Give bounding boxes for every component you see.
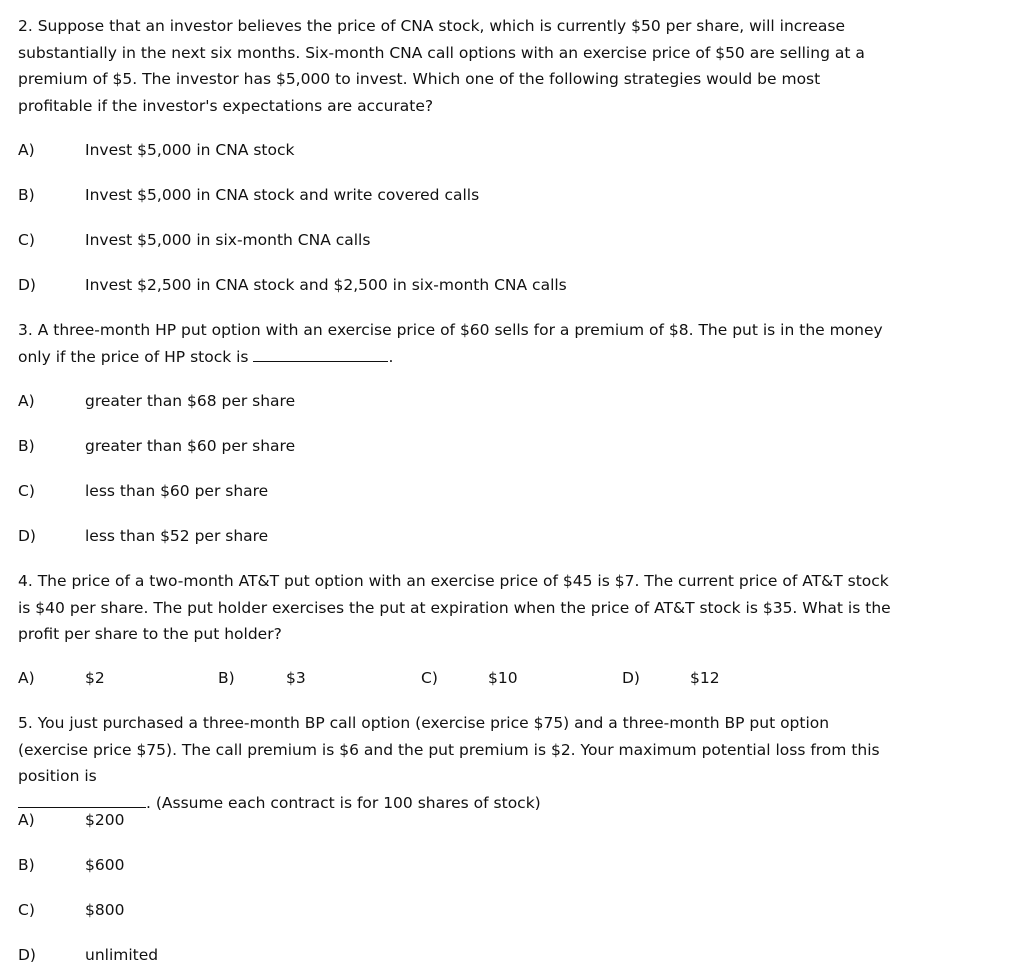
question-4-option-a-text: $2 [85, 669, 105, 687]
question-3-text-before: 3. A three-month HP put option with an exercise price of $60 sells for a premium of $8. The put is in the money only if the price of HP stock is [18, 321, 883, 366]
question-4-option-b-letter: B) [218, 669, 235, 687]
option-text: Invest $5,000 in CNA stock and write covered calls [85, 186, 480, 204]
option-text: greater than $60 per share [85, 437, 296, 455]
option-letter: C) [18, 231, 35, 249]
option-text: unlimited [85, 946, 159, 964]
option-text: Invest $2,500 in CNA stock and $2,500 in six-month CNA calls [85, 276, 567, 294]
option-letter: B) [18, 437, 35, 455]
answer-blank [253, 346, 388, 362]
question-4-option-d-letter: D) [622, 669, 640, 687]
option-text: greater than $68 per share [85, 392, 296, 410]
option-text: less than $52 per share [85, 527, 269, 545]
option-text: $600 [85, 856, 125, 874]
option-letter: D) [18, 276, 36, 294]
option-text: Invest $5,000 in six-month CNA calls [85, 231, 371, 249]
option-text: less than $60 per share [85, 482, 269, 500]
option-letter: D) [18, 527, 36, 545]
question-5-text-after: . (Assume each contract is for 100 shares of stock) [146, 793, 541, 812]
question-3-text [18, 317, 898, 370]
option-letter: B) [18, 186, 35, 204]
question-4-option-b-text: $3 [286, 669, 306, 687]
option-letter: D) [18, 946, 36, 964]
option-text: $200 [85, 811, 125, 829]
option-text: Invest $5,000 in CNA stock [85, 141, 295, 159]
option-letter: A) [18, 141, 35, 159]
question-5-text-before: 5. You just purchased a three-month BP call option (exercise price $75) and a three-month BP put option (exercise price $75). The call premium is $6 and the put premium is $2. Your maximum potential loss from this position is [18, 714, 880, 785]
question-3-text-after: . [388, 347, 394, 366]
question-4-option-d-text: $12 [690, 669, 720, 687]
option-letter: C) [18, 482, 35, 500]
option-text: $800 [85, 901, 125, 919]
question-4-option-c-text: $10 [488, 669, 518, 687]
question-5-text [18, 710, 898, 816]
option-letter: C) [18, 901, 35, 919]
option-letter: A) [18, 811, 35, 829]
option-letter: A) [18, 392, 35, 410]
option-letter: B) [18, 856, 35, 874]
question-4-option-a-letter: A) [18, 669, 35, 687]
question-4-text: 4. The price of a two-month AT&T put option with an exercise price of $45 is $7. The current price of AT&T stock is $40 per share. The put holder exercises the put at expiration when the price of AT&T stock is $35. What is the profit per share to the put holder? [18, 572, 891, 643]
question-2-text: 2. Suppose that an investor believes the price of CNA stock, which is currently $50 per share, will increase substantially in the next six months. Six-month CNA call options with an exercise price of $50 are selling at a premium of $5. The investor has $5,000 to invest. Which one of the following strategies would be most profitable if the investor's expectations are accurate? [18, 17, 865, 115]
question-4-option-c-letter: C) [421, 669, 438, 687]
answer-blank [18, 792, 146, 808]
